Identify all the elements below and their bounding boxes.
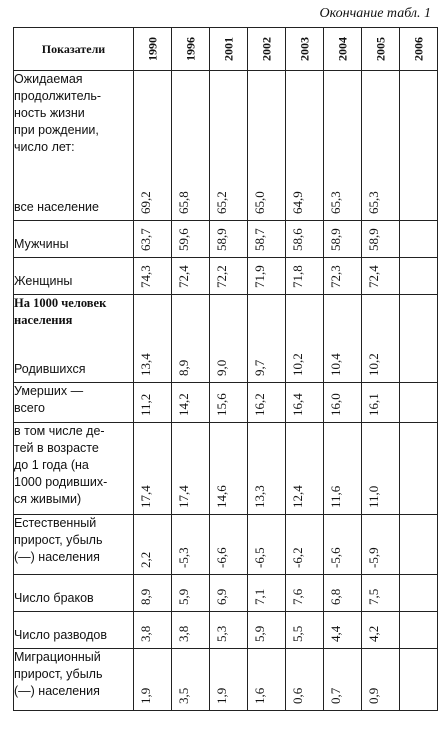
cell-value: 3,8 [137, 625, 153, 642]
value-cell [248, 258, 286, 295]
value-cell [286, 423, 324, 515]
label-line: ся живыми) [14, 492, 82, 506]
value-cell [400, 612, 438, 649]
value-cell [172, 575, 210, 612]
value-cell [286, 575, 324, 612]
value-cell [210, 423, 248, 515]
value-cell [286, 383, 324, 423]
cell-value: -6,6 [213, 547, 229, 568]
row-label-heading [14, 295, 133, 329]
cell-value: 69,2 [137, 191, 153, 214]
value-cell [362, 423, 400, 515]
value-cell [248, 649, 286, 711]
cell-value: 58,9 [213, 228, 229, 251]
row-label-item [14, 273, 133, 294]
row-label [14, 515, 134, 575]
value-cell [362, 612, 400, 649]
row-label [14, 423, 134, 515]
value-cell [134, 423, 172, 515]
value-cell [362, 383, 400, 423]
cell-value: 6,9 [213, 588, 229, 605]
value-cell [286, 515, 324, 575]
value-cell [210, 383, 248, 423]
cell-value: 11,6 [327, 485, 343, 508]
label-line: тей в возрасте [14, 441, 99, 455]
label-line: (—) населения [14, 684, 100, 698]
cell-value: 17,4 [175, 485, 191, 508]
table-row [14, 258, 438, 295]
cell-value: 58,6 [289, 228, 305, 251]
table-body [14, 71, 438, 711]
label-line: продолжитель- [14, 89, 102, 103]
cell-value: 16,4 [289, 393, 305, 416]
value-cell [324, 649, 362, 711]
table-row [14, 575, 438, 612]
value-cell [286, 221, 324, 258]
label-line: Число браков [14, 591, 94, 605]
label-line: Мужчины [14, 237, 69, 251]
cell-value: 8,9 [137, 588, 153, 605]
header-year-1990 [134, 28, 172, 71]
cell-value: 5,5 [289, 625, 305, 642]
label-line: при рождении, [14, 123, 99, 137]
header-year-2006 [400, 28, 438, 71]
row-label-item [14, 361, 133, 382]
value-cell [362, 515, 400, 575]
value-cell [248, 575, 286, 612]
year-label: 2003 [297, 37, 311, 61]
cell-value: 14,2 [175, 393, 191, 416]
row-label-heading [14, 71, 133, 156]
cell-value: 14,6 [213, 485, 229, 508]
cell-value: 7,6 [289, 588, 305, 605]
table-caption: Окончание табл. 1 [319, 6, 431, 21]
value-cell [400, 515, 438, 575]
label-line: Миграционный [14, 650, 101, 664]
cell-value: 0,9 [365, 687, 381, 704]
cell-value: 8,9 [175, 359, 191, 376]
value-cell [286, 71, 324, 221]
value-cell [324, 383, 362, 423]
cell-value: 10,2 [365, 353, 381, 376]
label-line: все население [14, 200, 99, 214]
label-line: прирост, убыль [14, 533, 103, 547]
header-year-2003 [286, 28, 324, 71]
row-label-item [14, 590, 133, 611]
value-cell [134, 71, 172, 221]
label-line: Женщины [14, 274, 73, 288]
cell-value: 0,6 [289, 687, 305, 704]
cell-value: 11,0 [365, 485, 381, 508]
value-cell [286, 295, 324, 383]
row-label [14, 221, 134, 258]
value-cell [362, 575, 400, 612]
cell-value: 10,4 [327, 353, 343, 376]
value-cell [400, 71, 438, 221]
year-label: 2002 [259, 37, 273, 61]
header-year-2001 [210, 28, 248, 71]
cell-value: 58,9 [327, 228, 343, 251]
value-cell [362, 258, 400, 295]
value-cell [324, 423, 362, 515]
cell-value: 5,3 [213, 625, 229, 642]
cell-value: -5,9 [365, 547, 381, 568]
label-line: прирост, убыль [14, 667, 103, 681]
row-label [14, 295, 134, 383]
header-year-1996 [172, 28, 210, 71]
value-cell [362, 221, 400, 258]
value-cell [248, 221, 286, 258]
value-cell [248, 515, 286, 575]
row-label-item [14, 627, 133, 648]
value-cell [324, 612, 362, 649]
label-line: до 1 года (на [14, 458, 89, 472]
cell-value: 7,1 [251, 588, 267, 605]
value-cell [324, 295, 362, 383]
cell-value: 65,0 [251, 191, 267, 214]
cell-value: 15,6 [213, 393, 229, 416]
cell-value: 13,4 [137, 353, 153, 376]
row-label-heading [14, 423, 133, 508]
cell-value: -5,6 [327, 547, 343, 568]
cell-value: 72,2 [213, 265, 229, 288]
cell-value: 17,4 [137, 485, 153, 508]
table-row [14, 649, 438, 711]
cell-value: 65,2 [213, 191, 229, 214]
table-row [14, 423, 438, 515]
label-line: всего [14, 401, 45, 415]
row-label [14, 383, 134, 423]
header-year-2004 [324, 28, 362, 71]
cell-value: 1,6 [251, 687, 267, 704]
cell-value: 16,2 [251, 393, 267, 416]
value-cell [172, 423, 210, 515]
row-label [14, 71, 134, 221]
table-row [14, 221, 438, 258]
label-line: Естественный [14, 516, 97, 530]
value-cell [172, 649, 210, 711]
label-line: число лет: [14, 140, 75, 154]
table-row [14, 71, 438, 221]
cell-value: 65,8 [175, 191, 191, 214]
value-cell [324, 515, 362, 575]
value-cell [400, 423, 438, 515]
label-line: На 1000 человек [14, 296, 107, 310]
row-label [14, 575, 134, 612]
value-cell [400, 258, 438, 295]
cell-value: 59,6 [175, 228, 191, 251]
value-cell [134, 383, 172, 423]
cell-value: 6,8 [327, 588, 343, 605]
row-label-heading [14, 515, 133, 566]
label-line: населения [14, 313, 73, 327]
table-row [14, 295, 438, 383]
cell-value: 12,4 [289, 485, 305, 508]
label-line: 1000 родивших- [14, 475, 108, 489]
cell-value: 64,9 [289, 191, 305, 214]
row-label [14, 612, 134, 649]
value-cell [172, 71, 210, 221]
value-cell [248, 383, 286, 423]
value-cell [134, 258, 172, 295]
row-label-heading [14, 383, 133, 417]
label-line: ность жизни [14, 106, 85, 120]
value-cell [210, 515, 248, 575]
value-cell [134, 649, 172, 711]
value-cell [134, 221, 172, 258]
cell-value: 65,3 [365, 191, 381, 214]
header-year-2005 [362, 28, 400, 71]
cell-value: 72,3 [327, 265, 343, 288]
row-label-heading [14, 649, 133, 700]
value-cell [210, 221, 248, 258]
cell-value: 1,9 [137, 687, 153, 704]
label-line: Число разводов [14, 628, 107, 642]
value-cell [172, 515, 210, 575]
value-cell [210, 649, 248, 711]
cell-value: 16,1 [365, 393, 381, 416]
cell-value: 72,4 [365, 265, 381, 288]
cell-value: 3,5 [175, 687, 191, 704]
value-cell [248, 295, 286, 383]
value-cell [172, 612, 210, 649]
cell-value: -6,2 [289, 547, 305, 568]
year-label: 2001 [221, 37, 235, 61]
row-label [14, 258, 134, 295]
value-cell [362, 71, 400, 221]
cell-value: -5,3 [175, 547, 191, 568]
table-row [14, 612, 438, 649]
value-cell [210, 575, 248, 612]
cell-value: 5,9 [175, 588, 191, 605]
label-line: в том числе де- [14, 424, 105, 438]
value-cell [400, 295, 438, 383]
cell-value: 1,9 [213, 687, 229, 704]
value-cell [248, 423, 286, 515]
cell-value: 63,7 [137, 228, 153, 251]
cell-value: 58,7 [251, 228, 267, 251]
value-cell [134, 295, 172, 383]
label-line: Ожидаемая [14, 72, 83, 86]
cell-value: 0,7 [327, 687, 343, 704]
cell-value: 3,8 [175, 625, 191, 642]
value-cell [172, 295, 210, 383]
cell-value: 7,5 [365, 588, 381, 605]
value-cell [286, 649, 324, 711]
value-cell [324, 258, 362, 295]
value-cell [400, 649, 438, 711]
value-cell [286, 258, 324, 295]
value-cell [210, 71, 248, 221]
table-row [14, 383, 438, 423]
cell-value: 13,3 [251, 485, 267, 508]
value-cell [400, 575, 438, 612]
header-year-2002 [248, 28, 286, 71]
value-cell [134, 575, 172, 612]
value-cell [210, 612, 248, 649]
year-label: 2005 [373, 37, 387, 61]
value-cell [400, 383, 438, 423]
cell-value: 72,4 [175, 265, 191, 288]
row-label-item [14, 236, 133, 257]
row-label-item [14, 199, 133, 220]
cell-value: 9,0 [213, 359, 229, 376]
label-line: Умерших — [14, 384, 84, 398]
cell-value: 71,9 [251, 265, 267, 288]
table-header-row [14, 28, 438, 71]
value-cell [134, 612, 172, 649]
year-label: 1996 [183, 37, 197, 61]
cell-value: 10,2 [289, 353, 305, 376]
header-indicators: Показатели [14, 28, 134, 71]
value-cell [248, 71, 286, 221]
cell-value: 4,4 [327, 625, 343, 642]
value-cell [324, 575, 362, 612]
statistics-table [13, 27, 438, 711]
cell-value: 9,7 [251, 359, 267, 376]
value-cell [210, 295, 248, 383]
value-cell [248, 612, 286, 649]
cell-value: 16,0 [327, 393, 343, 416]
cell-value: 4,2 [365, 625, 381, 642]
value-cell [134, 515, 172, 575]
label-line: Родившихся [14, 362, 86, 376]
cell-value: -6,5 [251, 547, 267, 568]
value-cell [324, 71, 362, 221]
cell-value: 74,3 [137, 265, 153, 288]
year-label: 2004 [335, 37, 349, 61]
value-cell [172, 258, 210, 295]
label-line: (—) населения [14, 550, 100, 564]
row-label [14, 649, 134, 711]
value-cell [172, 221, 210, 258]
cell-value: 71,8 [289, 265, 305, 288]
cell-value: 58,9 [365, 228, 381, 251]
cell-value: 65,3 [327, 191, 343, 214]
cell-value: 5,9 [251, 625, 267, 642]
value-cell [286, 612, 324, 649]
value-cell [362, 295, 400, 383]
value-cell [362, 649, 400, 711]
year-label: 2006 [411, 37, 425, 61]
cell-value: 2,2 [137, 551, 153, 568]
value-cell [210, 258, 248, 295]
value-cell [400, 221, 438, 258]
value-cell [172, 383, 210, 423]
value-cell [324, 221, 362, 258]
table-row [14, 515, 438, 575]
cell-value: 11,2 [137, 393, 153, 416]
year-label: 1990 [145, 37, 159, 61]
